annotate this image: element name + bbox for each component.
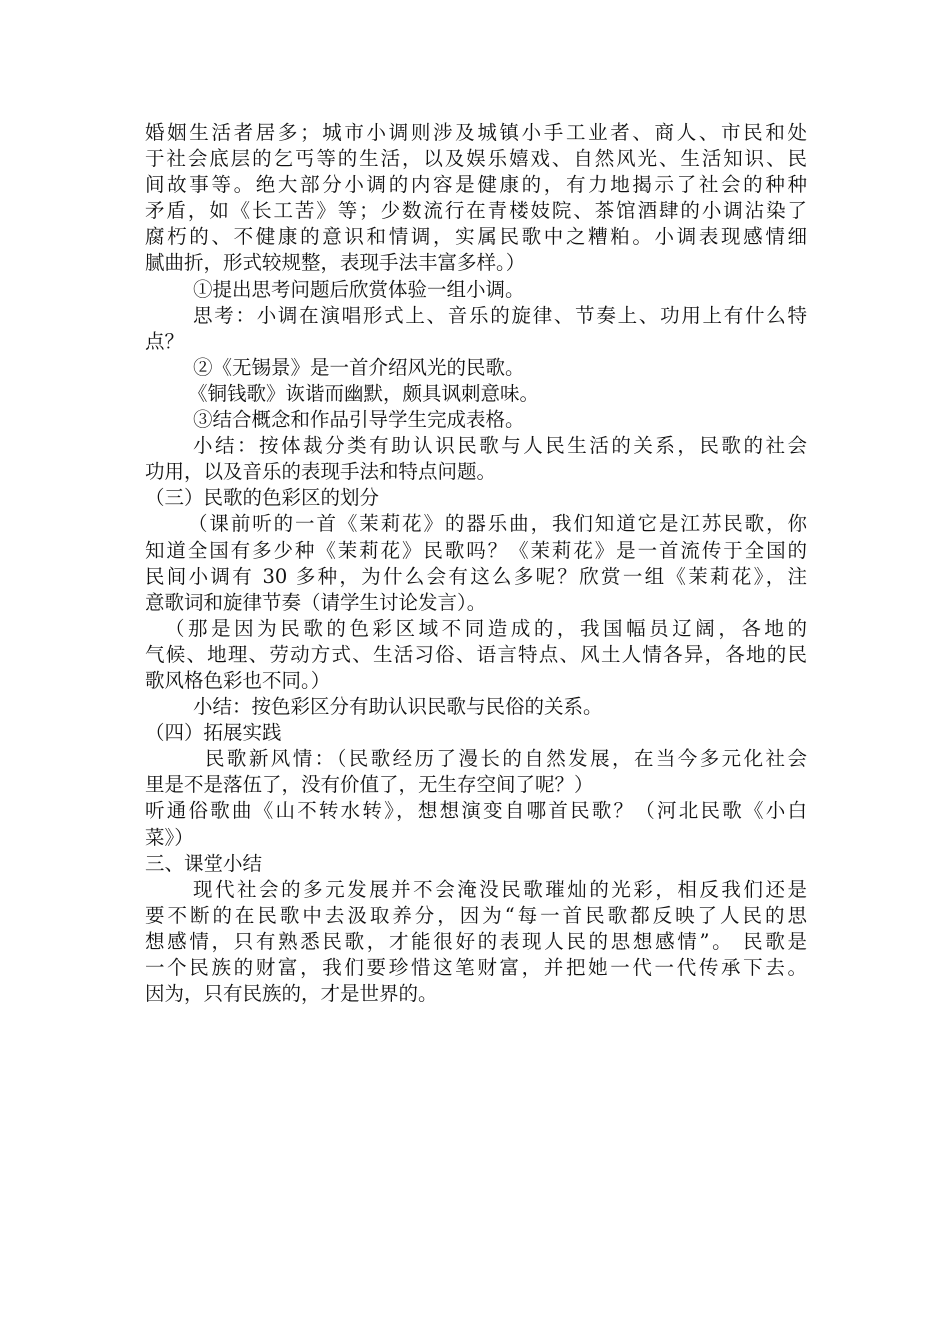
text-line: 菜》） (145, 825, 194, 849)
section-heading: （三）民歌的色彩区的划分 (145, 486, 380, 510)
text-line: 要不断的在民歌中去汲取养分，因为“每一首民歌都反映了人民的思 (145, 903, 807, 927)
document-body (145, 120, 807, 1007)
text-line: 点？ (145, 329, 185, 353)
text-line: 听通俗歌曲《山不转水转》，想想演变自哪首民歌？（河北民歌《小白 (145, 799, 807, 823)
section-heading: （四）拓展实践 (145, 721, 282, 745)
text-line: 里是不是落伍了，没有价值了，无生存空间了呢？） (145, 773, 594, 797)
text-line: 小结：按色彩区分有助认识民歌与民俗的关系。 (193, 695, 603, 719)
text-line: 腻曲折，形式较规整，表现手法丰富多样。） (145, 251, 526, 275)
text-line: 知道全国有多少种《茉莉花》民歌吗？《茉莉花》是一首流传于全国的 (145, 538, 807, 562)
text-line: 婚姻生活者居多；城市小调则涉及城镇小手工业者、商人、市民和处 (145, 121, 807, 144)
text-line: ②《无锡景》是一首介绍风光的民歌。 (193, 355, 525, 379)
text-line: （那是因为民歌的色彩区域不同造成的，我国幅员辽阔，各地的 (165, 616, 807, 640)
text-line: 于社会底层的乞丐等的生活，以及娱乐嬉戏、自然风光、生活知识、民 (145, 147, 807, 171)
text-line: 小结：按体裁分类有助认识民歌与人民生活的关系，民歌的社会 (193, 434, 807, 458)
text-line: 歌风格色彩也不同。） (145, 668, 331, 692)
text-line: 间故事等。绝大部分小调的内容是健康的，有力地揭示了社会的种种 (145, 173, 807, 197)
section-heading: 三、课堂小结 (145, 851, 263, 875)
text-line: 功用，以及音乐的表现手法和特点问题。 (145, 460, 497, 484)
text-line: ①提出思考问题后欣赏体验一组小调。 (193, 277, 525, 301)
text-line: ③结合概念和作品引导学生完成表格。 (193, 408, 525, 432)
text-line: 思考：小调在演唱形式上、音乐的旋律、节奏上、功用上有什么特 (193, 303, 807, 327)
text-line: 因为，只有民族的，才是世界的。 (145, 982, 438, 1006)
text-line: 民间小调有 30 多种，为什么会有这么多呢？欣赏一组《茉莉花》，注 (145, 564, 807, 588)
text-line: 一个民族的财富，我们要珍惜这笔财富，并把她一代一代传承下去。 (145, 956, 807, 979)
text-line: 现代社会的多元发展并不会淹没民歌璀灿的光彩，相反我们还是 (193, 877, 807, 901)
text-line: 意歌词和旋律节奏（请学生讨论发言）。 (145, 590, 487, 614)
text-line: 《铜钱歌》诙谐而幽默，颇具讽刺意味。 (188, 381, 540, 405)
text-line: （课前听的一首《茉莉花》的器乐曲，我们知道它是江苏民歌，你 (188, 512, 807, 536)
text-line: 想感情，只有熟悉民歌，才能很好的表现人民的思想感情”。 民歌是 (145, 929, 807, 953)
text-line: 矛盾，如《长工苦》等；少数流行在青楼妓院、茶馆酒肆的小调沾染了 (145, 199, 807, 223)
text-line: 腐朽的、不健康的意识和情调，实属民歌中之糟粕。小调表现感情细 (145, 225, 807, 249)
text-line: 气候、地理、劳动方式、生活习俗、语言特点、风土人情各异，各地的民 (145, 642, 807, 666)
text-line: 民歌新风情：（民歌经历了漫长的自然发展，在当今多元化社会 (205, 747, 807, 771)
